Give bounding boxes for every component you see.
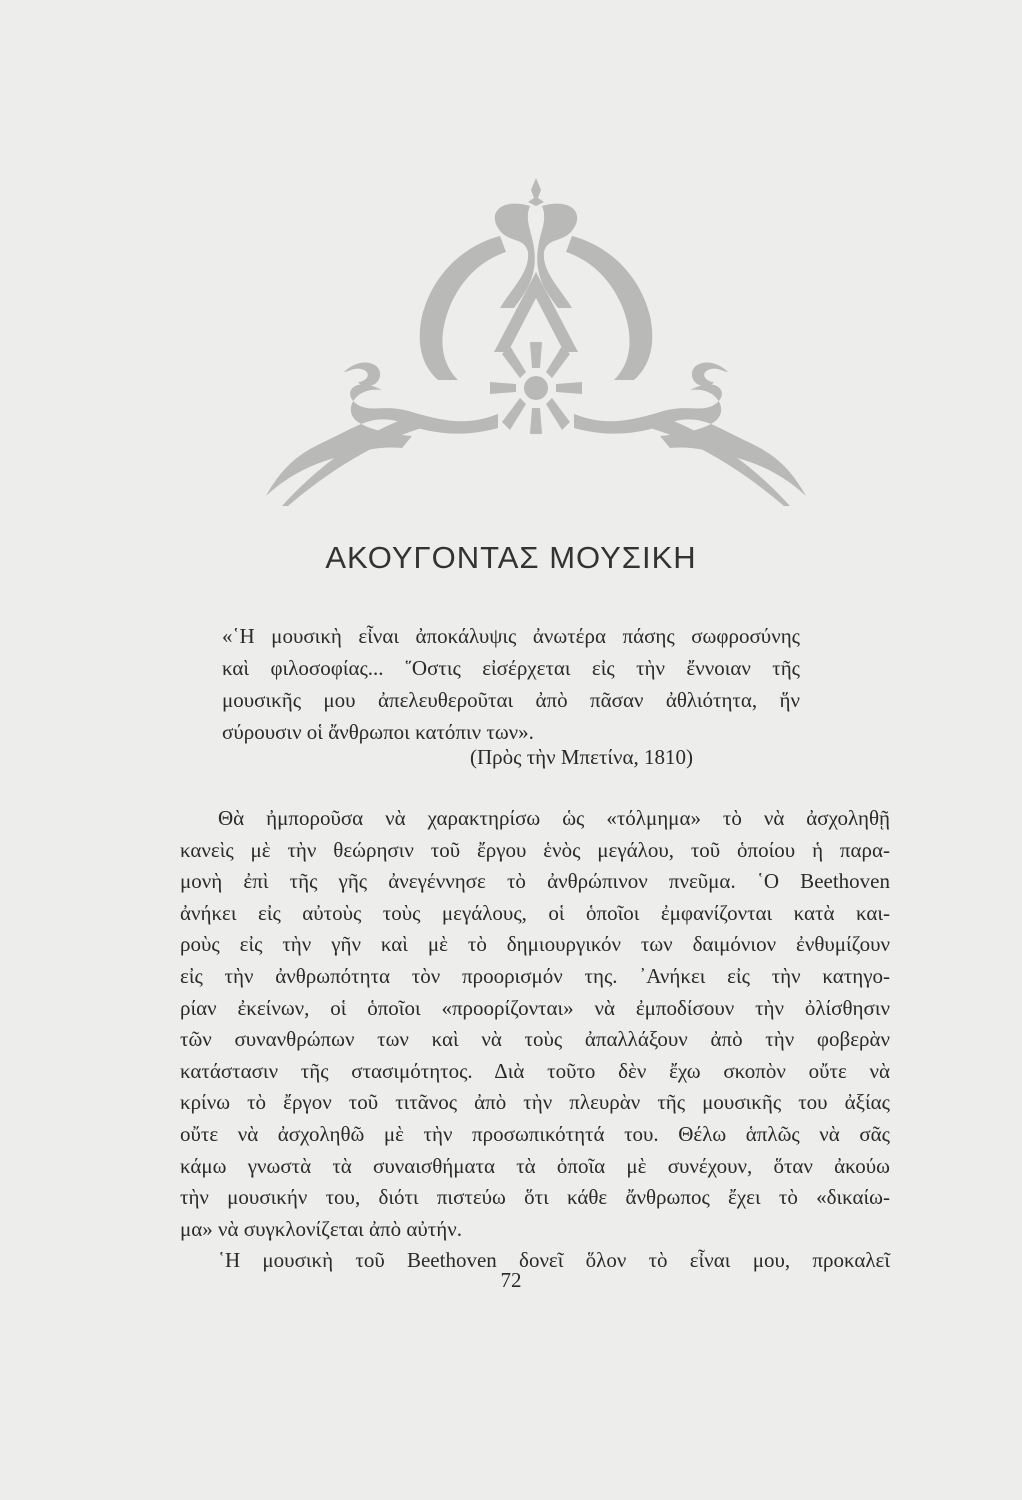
paragraph-line: τὴν μουσικήν του, διότι πιστεύω ὅτι κάθε ἄνθρωπος ἔχει τὸ «δικαίω- — [180, 1185, 890, 1210]
paragraph-line: κάμω γνωστὰ τὰ συναισθήματα τὰ ὁποῖα μὲ συνέχουν, ὅταν ἀκούω — [180, 1153, 890, 1178]
decorative-ornament — [262, 176, 810, 516]
epigraph-line: καὶ φιλοσοφίας... ῞Οστις εἰσέρχεται εἰς τὴν ἔννοιαν τῆς — [222, 656, 800, 680]
ornament-right-wing — [566, 236, 652, 380]
ornament-inner-arch — [494, 272, 578, 352]
body-text — [180, 803, 890, 1277]
epigraph-quote — [222, 620, 800, 748]
ornament-wheel-hub — [524, 376, 548, 400]
ornament-finial — [528, 178, 544, 206]
paragraph-line: ρίαν ἐκείνων, οἱ ὁποῖοι «προορίζονται» νὰ ἐμποδίσουν τὴν ὀλίσθησιν — [180, 995, 890, 1020]
page-number: 72 — [500, 1268, 522, 1292]
epigraph-line: σύρουσιν οἱ ἄνθρωποι κατόπιν των». — [222, 720, 534, 744]
ornament-left-wing — [420, 236, 506, 380]
paragraph-line: κανεὶς μὲ τὴν θεώρησιν τοῦ ἔργου ἑνὸς μεγάλου, τοῦ ὁποίου ἡ παρα- — [180, 837, 890, 862]
paragraph-line: ῾Η μουσικὴ τοῦ Beethoven δονεῖ ὅλον τὸ εἶναι μου, προκαλεῖ — [218, 1248, 890, 1273]
paragraph-line: οὔτε νὰ ἀσχοληθῶ μὲ τὴν προσωπικότητά του. Θέλω ἁπλῶς νὰ σᾶς — [180, 1121, 890, 1146]
epigraph-source: (Πρὸς τὴν Μπετίνα, 1810) — [470, 745, 694, 769]
epigraph-line: «῾Η μουσικὴ εἶναι ἀποκάλυψις ἀνωτέρα πάσης σωφροσύνης — [222, 624, 800, 648]
paragraph-line: τῶν συνανθρώπων των καὶ νὰ τοὺς ἀπαλλάξουν ἀπὸ τὴν φοβερὰν — [180, 1027, 890, 1052]
epigraph-line: μουσικῆς μου ἀπελευθεροῦται ἀπὸ πᾶσαν ἀθλιότητα, ἥν — [222, 688, 800, 712]
ornament-right-side-bird — [692, 362, 728, 385]
paragraph-line: ἀνήκει εἰς αὐτοὺς τοὺς μεγάλους, οἱ ὁποῖοι ἐμφανίζονται κατὰ και- — [180, 900, 890, 925]
paragraph-line: κατάστασιν τῆς στασιμότητος. Διὰ τοῦτο δὲν ἔχω σκοπὸν οὔτε νὰ — [180, 1058, 890, 1083]
paragraph-line: ροὺς εἰς τὴν γῆν καὶ μὲ τὸ δημιουργικόν των δαιμόνιον ἐνθυμίζουν — [180, 932, 890, 957]
paragraph-line: εἰς τὴν ἀνθρωπότητα τὸν προορισμόν της. ᾿Ανήκει εἰς τὴν κατηγο- — [180, 963, 890, 988]
paragraph-line: μονὴ ἐπὶ τῆς γῆς ἀνεγέννησε τὸ ἀνθρώπινον πνεῦμα. ῾Ο Beethoven — [180, 869, 890, 894]
page-title: ΑΚΟΥΓΟΝΤΑΣ ΜΟΥΣΙΚΗ — [325, 540, 697, 575]
paragraph-line: μα» νὰ συγκλονίζεται ἀπὸ αὐτήν. — [180, 1216, 462, 1241]
ornament-left-side-bird — [344, 362, 380, 385]
paragraph-line: Θὰ ἠμποροῦσα νὰ χαρακτηρίσω ὡς «τόλμημα» τὸ νὰ ἀσχοληθῇ — [218, 806, 890, 830]
paragraph-line: κρίνω τὸ ἔργον τοῦ τιτᾶνος ἀπὸ τὴν πλευρὰν τῆς μουσικῆς του ἀξίας — [180, 1090, 890, 1115]
